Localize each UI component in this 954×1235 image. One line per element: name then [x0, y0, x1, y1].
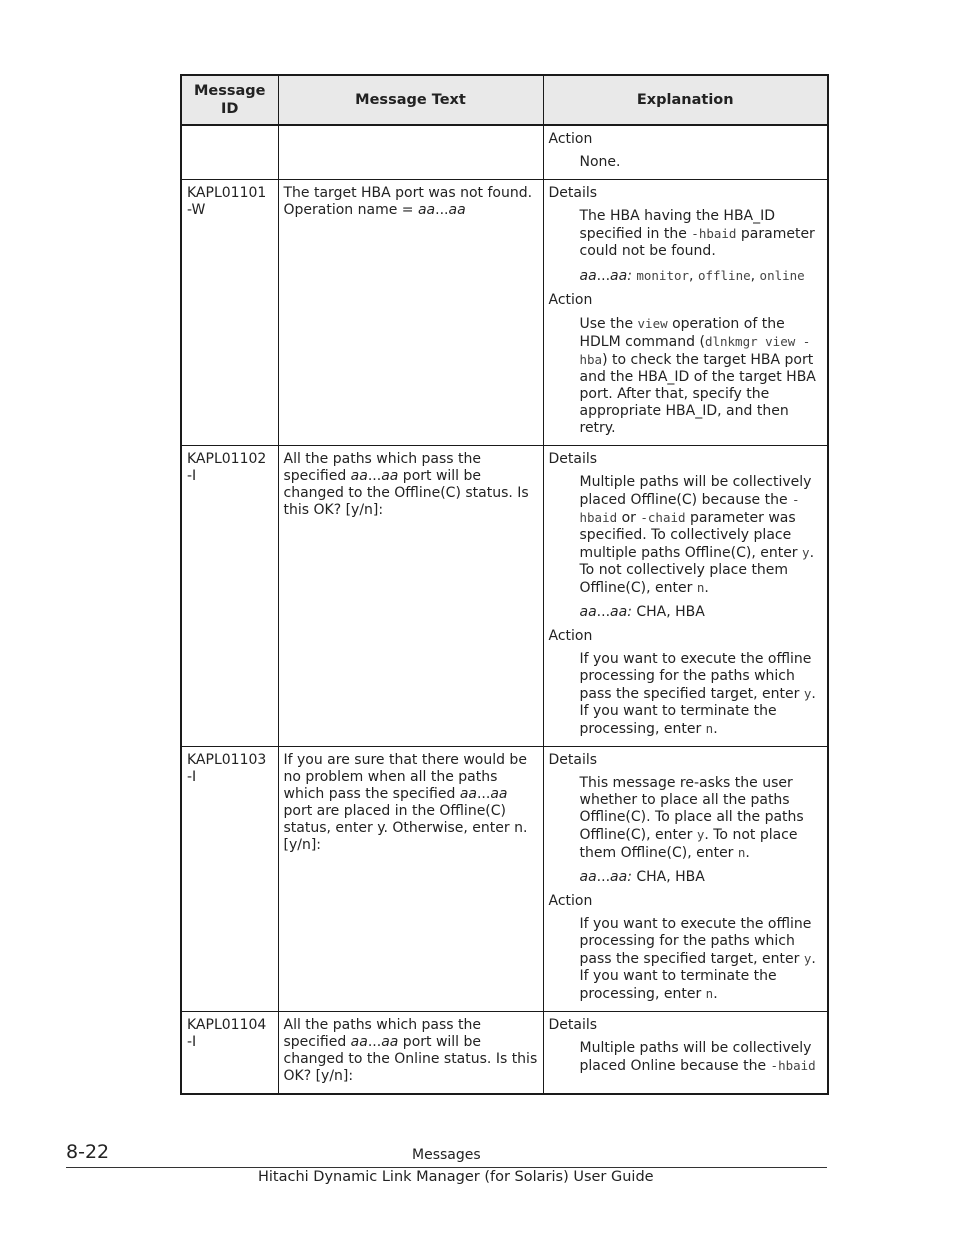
explanation-paragraph: None. — [579, 154, 621, 170]
explanation-label: Details — [548, 451, 598, 467]
explanation-label: Action — [548, 292, 593, 308]
explanation-paragraph: If you want to execute the offline processing for the paths which pass the specified target, enter y. If you want to terminate the processing, enter n. — [579, 916, 816, 1002]
explanation-paragraph: Multiple paths will be collectively placed Online because the -hbaid — [579, 1040, 816, 1074]
table-row — [181, 446, 828, 747]
explanation-paragraph: Use the view operation of the HDLM command (dlnkmgr view -hba) to check the target HBA port and the HBA_ID of the target HBA port. After that, specify the appropriate HBA_ID, and then retry. — [579, 316, 816, 436]
explanation-cell — [543, 747, 828, 1012]
explanation-paragraph: If you want to execute the offline processing for the paths which pass the specified target, enter y. If you want to terminate the processing, enter n. — [579, 651, 816, 737]
explanation-paragraph: This message re-asks the user whether to place all the paths Offline(C). To place all the paths Offline(C), enter y. To not place them Offline(C), enter n. — [579, 775, 804, 861]
message-text-cell: All the paths which pass the specified aa...aa port will be changed to the Offline(C) status. Is this OK? [y/n]: — [278, 446, 543, 747]
header-message-text: Message Text — [278, 75, 543, 125]
header-message-id: Message ID — [181, 75, 278, 125]
table-row — [181, 1012, 828, 1095]
footer-section: Messages — [412, 1147, 481, 1163]
table-row — [181, 747, 828, 1012]
message-text-cell: If you are sure that there would be no problem when all the paths which pass the specified aa...aa port are placed in the Offline(C) status, enter y. Otherwise, enter n. [y/n]: — [278, 747, 543, 1012]
explanation-label: Details — [548, 1017, 598, 1033]
table-row — [181, 180, 828, 446]
explanation-label: Details — [548, 185, 598, 201]
explanation-cell — [543, 125, 828, 180]
message-id-cell: KAPL01101 -W — [181, 180, 278, 446]
message-id-cell: KAPL01104 -I — [181, 1012, 278, 1095]
header-row — [181, 75, 828, 125]
explanation-cell — [543, 446, 828, 747]
explanation-paragraph: The HBA having the HBA_ID specified in the -hbaid parameter could not be found. — [579, 208, 815, 259]
table-header — [181, 75, 828, 125]
explanation-label: Details — [548, 752, 598, 768]
explanation-paragraph: aa...aa: CHA, HBA — [579, 604, 705, 620]
explanation-paragraph: aa...aa: CHA, HBA — [579, 869, 705, 885]
explanation-label: Action — [548, 893, 593, 909]
message-id-cell: KAPL01102 -I — [181, 446, 278, 747]
header-explanation: Explanation — [543, 75, 828, 125]
table-body — [181, 125, 828, 1094]
message-id-cell: KAPL01103 -I — [181, 747, 278, 1012]
explanation-label: Action — [548, 131, 593, 147]
messages-table — [180, 74, 829, 1095]
explanation-paragraph: Multiple paths will be collectively placed Offline(C) because the -hbaid or -chaid parameter was specified. To collectively place multiple paths Offline(C), enter y. To not collectively place them Offline(C), enter n. — [579, 474, 815, 596]
explanation-cell — [543, 180, 828, 446]
explanation-label: Action — [548, 628, 593, 644]
message-text-cell — [278, 125, 543, 180]
explanation-cell — [543, 1012, 828, 1095]
footer-book-title: Hitachi Dynamic Link Manager (for Solaris) User Guide — [258, 1169, 654, 1185]
page-number: 8-22 — [66, 1141, 110, 1163]
message-text-cell: The target HBA port was not found. Operation name = aa...aa — [278, 180, 543, 446]
table-row — [181, 125, 828, 180]
footer-divider — [66, 1167, 827, 1168]
message-id-cell — [181, 125, 278, 180]
explanation-paragraph: aa...aa: monitor, offline, online — [579, 268, 805, 284]
message-text-cell: All the paths which pass the specified aa...aa port will be changed to the Online status. Is this OK? [y/n]: — [278, 1012, 543, 1095]
